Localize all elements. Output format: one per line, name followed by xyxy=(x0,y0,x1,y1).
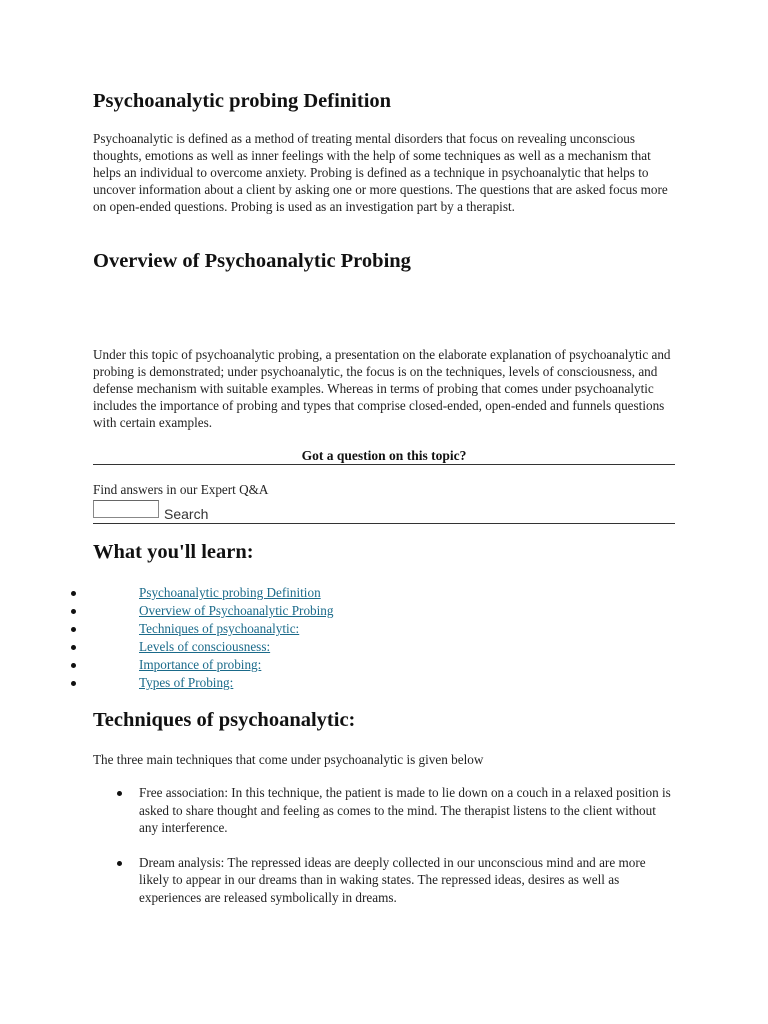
techniques-intro: The three main techniques that come under psychoanalytic is given below xyxy=(93,752,484,767)
bullet-icon xyxy=(117,861,122,866)
overview-paragraph: Under this topic of psychoanalytic probing, a presentation on the elaborate explanation of psychoanalytic and probing is demonstrated; under psychoanalytic, the focus is on the techniques, levels of consciousness, and defense mechanism with suitable examples. Whereas in terms of probing that comes under psychoanalytic includes the importance of probing and types that comprise closed-ended, open-ended and funnels questions with certain examples. xyxy=(93,347,671,430)
technique-text: Dream analysis: The repressed ideas are deeply collected in our unconscious mind and are more likely to appear in our dreams than in waking states. The repressed ideas, desires as well as experiences are released symbolically in dreams. xyxy=(139,854,646,905)
toc-link[interactable]: Techniques of psychoanalytic: xyxy=(139,621,300,636)
bullet-icon xyxy=(71,681,76,686)
toc-link[interactable]: Types of Probing: xyxy=(139,675,234,690)
qa-title: Got a question on this topic? xyxy=(301,448,467,463)
techniques-heading: Techniques of psychoanalytic: xyxy=(93,709,356,731)
bullet-icon xyxy=(71,663,76,668)
search-button[interactable]: Search xyxy=(164,506,209,522)
toc-link[interactable]: Levels of consciousness: xyxy=(139,639,271,654)
bullet-icon xyxy=(71,609,76,614)
overview-heading: Overview of Psychoanalytic Probing xyxy=(93,250,411,272)
toc-link[interactable]: Overview of Psychoanalytic Probing xyxy=(139,603,334,618)
toc-link[interactable]: Importance of probing: xyxy=(139,657,262,672)
bullet-icon xyxy=(117,791,122,796)
definition-paragraph: Psychoanalytic is defined as a method of treating mental disorders that focus on revealing unconscious thoughts, emotions as well as inner feelings with the help of some techniques as well as a mechanism that helps an individual to overcome anxiety. Probing is defined as a technique in psychoanalytic that helps to uncover information about a client by asking one or more questions. The questions that are asked focus more on open-ended questions. Probing is used as an investigation part by a therapist. xyxy=(93,131,668,214)
divider-top xyxy=(93,464,675,465)
learn-heading: What you'll learn: xyxy=(93,541,254,563)
divider-bottom xyxy=(93,523,675,524)
bullet-icon xyxy=(71,591,76,596)
list-item xyxy=(93,854,677,907)
technique-text: Free association: In this technique, the patient is made to lie down on a couch in a relaxed position is asked to share thought and feeling as comes to the mind. The therapist listens to the client without any interference. xyxy=(139,785,671,835)
search-input[interactable] xyxy=(93,500,159,518)
toc-link[interactable]: Psychoanalytic probing Definition xyxy=(139,585,321,600)
qa-find-text: Find answers in our Expert Q&A xyxy=(93,482,269,497)
techniques-list xyxy=(93,784,677,906)
list-item xyxy=(93,784,677,837)
definition-heading: Psychoanalytic probing Definition xyxy=(93,90,392,112)
bullet-icon xyxy=(71,627,76,632)
bullet-icon xyxy=(71,645,76,650)
